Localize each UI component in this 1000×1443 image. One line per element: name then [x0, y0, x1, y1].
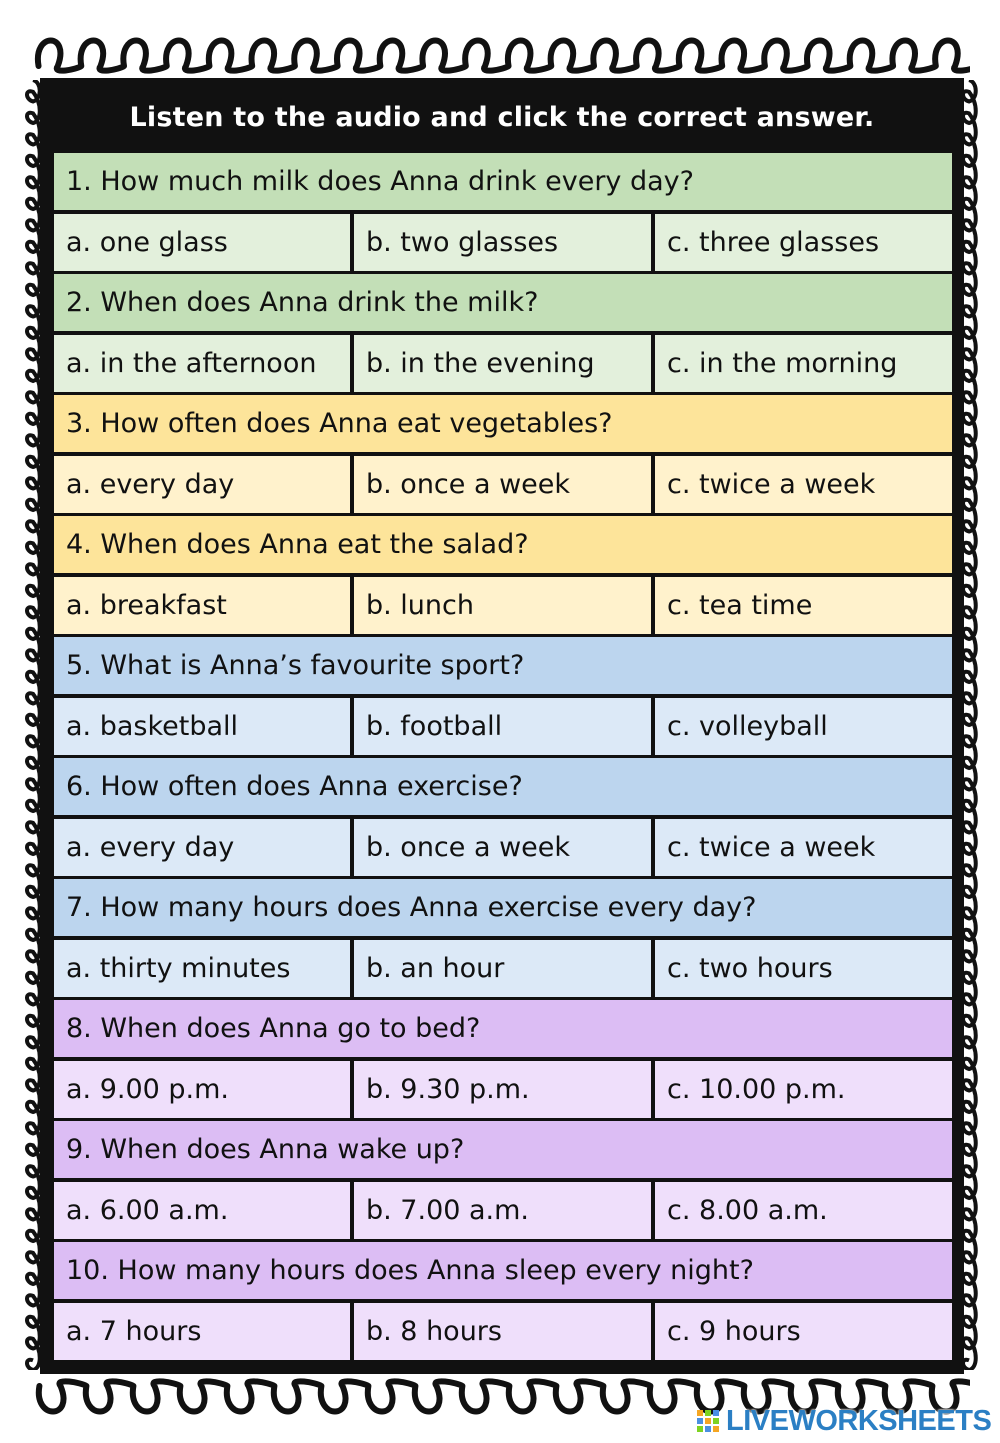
question-text: 10. How many hours does Anna sleep every night? [54, 1242, 952, 1299]
answer-option-b[interactable]: b. football [354, 698, 651, 755]
answer-row [54, 1182, 952, 1239]
question-text: 8. When does Anna go to bed? [54, 1000, 952, 1057]
question-text: 3. How often does Anna eat vegetables? [54, 395, 952, 452]
answer-option-c[interactable]: c. 8.00 a.m. [655, 1182, 952, 1239]
answer-row [54, 940, 952, 997]
answer-option-b[interactable]: b. lunch [354, 577, 651, 634]
answer-option-a[interactable]: a. breakfast [54, 577, 350, 634]
answer-option-c[interactable]: c. 10.00 p.m. [655, 1061, 952, 1118]
answer-option-b[interactable]: b. two glasses [354, 214, 651, 271]
answer-option-b[interactable]: b. 7.00 a.m. [354, 1182, 651, 1239]
answer-option-a[interactable]: a. every day [54, 456, 350, 513]
answer-option-b[interactable]: b. once a week [354, 819, 651, 876]
answer-option-c[interactable]: c. twice a week [655, 819, 952, 876]
question-row [54, 274, 952, 331]
worksheet-frame [40, 78, 964, 1374]
answer-option-a[interactable]: a. in the afternoon [54, 335, 350, 392]
answer-row [54, 214, 952, 271]
answer-option-a[interactable]: a. one glass [54, 214, 350, 271]
question-row [54, 758, 952, 815]
question-row [54, 1121, 952, 1178]
question-text: 7. How many hours does Anna exercise every day? [54, 879, 952, 936]
question-row [54, 637, 952, 694]
liveworksheets-brand[interactable] [696, 1404, 991, 1438]
question-row [54, 153, 952, 210]
answer-option-a[interactable]: a. thirty minutes [54, 940, 350, 997]
answer-option-a[interactable]: a. 9.00 p.m. [54, 1061, 350, 1118]
question-row [54, 879, 952, 936]
question-row [54, 516, 952, 573]
answer-row [54, 577, 952, 634]
answer-option-c[interactable]: c. three glasses [655, 214, 952, 271]
answer-option-a[interactable]: a. basketball [54, 698, 350, 755]
question-text: 4. When does Anna eat the salad? [54, 516, 952, 573]
answer-option-c[interactable]: c. in the morning [655, 335, 952, 392]
answer-row [54, 1061, 952, 1118]
answer-row [54, 1303, 952, 1360]
question-row [54, 395, 952, 452]
question-text: 5. What is Anna’s favourite sport? [54, 637, 952, 694]
answer-row [54, 698, 952, 755]
brand-name: LIVEWORKSHEETS [726, 1404, 992, 1437]
answer-option-b[interactable]: b. once a week [354, 456, 651, 513]
question-row [54, 1242, 952, 1299]
question-text: 6. How often does Anna exercise? [54, 758, 952, 815]
answer-option-c[interactable]: c. volleyball [655, 698, 952, 755]
question-text: 2. When does Anna drink the milk? [54, 274, 952, 331]
question-text: 1. How much milk does Anna drink every day? [54, 153, 952, 210]
liveworksheets-logo-icon [696, 1409, 720, 1433]
answer-row [54, 335, 952, 392]
answer-option-c[interactable]: c. 9 hours [655, 1303, 952, 1360]
answer-option-a[interactable]: a. 7 hours [54, 1303, 350, 1360]
answer-row [54, 819, 952, 876]
answer-option-c[interactable]: c. twice a week [655, 456, 952, 513]
answer-option-a[interactable]: a. every day [54, 819, 350, 876]
answer-option-b[interactable]: b. 9.30 p.m. [354, 1061, 651, 1118]
question-row [54, 1000, 952, 1057]
answer-option-b[interactable]: b. in the evening [354, 335, 651, 392]
question-text: 9. When does Anna wake up? [54, 1121, 952, 1178]
answer-option-c[interactable]: c. two hours [655, 940, 952, 997]
question-grid [54, 153, 952, 1363]
answer-option-c[interactable]: c. tea time [655, 577, 952, 634]
instruction-header: Listen to the audio and click the correct answer. [129, 101, 875, 133]
answer-option-b[interactable]: b. an hour [354, 940, 651, 997]
answer-row [54, 456, 952, 513]
answer-option-b[interactable]: b. 8 hours [354, 1303, 651, 1360]
answer-option-a[interactable]: a. 6.00 a.m. [54, 1182, 350, 1239]
decorative-loop-border-top [30, 18, 970, 78]
